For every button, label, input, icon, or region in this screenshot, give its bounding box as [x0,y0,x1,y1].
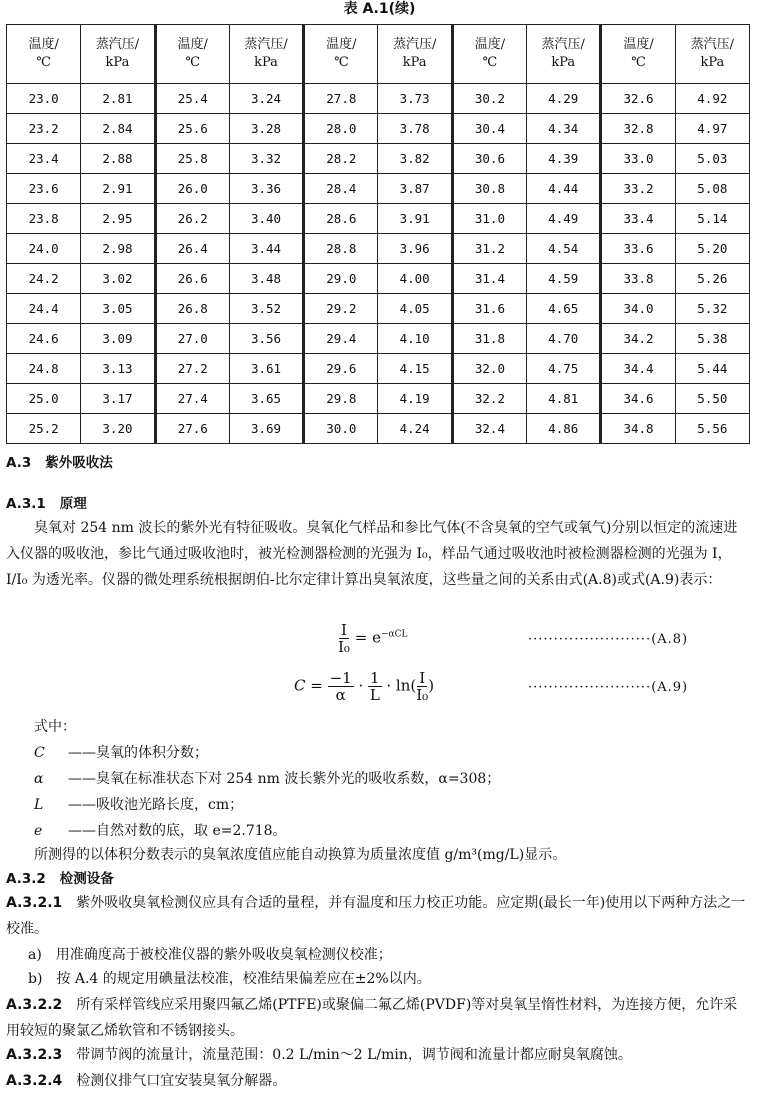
temperature-cell: 32.2 [452,384,526,414]
vapor-pressure-cell: 3.82 [378,144,452,174]
vapor-pressure-cell: 4.75 [527,354,601,384]
table-row [7,294,750,324]
vapor-pressure-cell: 4.10 [378,324,452,354]
vapor-pressure-cell: 4.29 [527,84,601,114]
vapor-pressure-header: 蒸汽压/ kPa [229,25,303,84]
vapor-pressure-cell: 2.88 [81,144,155,174]
vapor-pressure-cell: 2.98 [81,234,155,264]
where-label: 式中： [34,719,76,735]
temperature-header: 温度/ ℃ [155,25,229,84]
temperature-cell: 34.2 [601,324,675,354]
vapor-pressure-cell: 3.87 [378,174,452,204]
temperature-cell: 27.6 [155,414,229,444]
temperature-cell: 25.0 [7,384,81,414]
temperature-cell: 31.8 [452,324,526,354]
vapor-pressure-cell: 4.19 [378,384,452,414]
temperature-cell: 25.2 [7,414,81,444]
vapor-pressure-cell: 4.65 [527,294,601,324]
temperature-cell: 29.6 [304,354,378,384]
vapor-pressure-table [6,24,750,436]
symbol-definition: C ——臭氧的体积分数； [34,745,208,761]
vapor-pressure-cell: 3.40 [229,204,303,234]
vapor-pressure-cell: 3.69 [229,414,303,444]
temperature-cell: 31.0 [452,204,526,234]
vapor-pressure-cell: 3.56 [229,324,303,354]
paragraph-a321: A.3.2.1 紫外吸收臭氧检测仪应具有合适的量程，并有温度和压力校正功能。应定期(最长一年)使用以下两种方法之一校准。 [6,895,746,937]
vapor-pressure-cell: 3.32 [229,144,303,174]
vapor-pressure-cell: 3.09 [81,324,155,354]
temperature-cell: 34.8 [601,414,675,444]
temperature-cell: 30.6 [452,144,526,174]
principle-paragraph: 臭氧对 254 nm 波长的紫外光有特征吸收。臭氧化气样品和参比气体(不含臭氧的空气或氧气)分别以恒定的流速进入仪器的吸收池，参比气通过吸收池时，被光检测器检测的光强为 I₀，样品气通过吸收池时被检测器检测的光强为 I，I/I₀ 为透光率。仪器的微处理系统根据朗伯-比尔定律计算出臭氧浓度，这些量之间的关系由式(A.8)或式(A.9)表示： [6,520,738,588]
temperature-cell: 26.2 [155,204,229,234]
vapor-pressure-cell: 4.54 [527,234,601,264]
temperature-cell: 26.0 [155,174,229,204]
vapor-pressure-cell: 4.49 [527,204,601,234]
table-row [7,354,750,384]
vapor-pressure-cell: 3.78 [378,114,452,144]
temperature-cell: 34.6 [601,384,675,414]
vapor-pressure-cell: 4.15 [378,354,452,384]
table-header-row [7,25,750,84]
temperature-cell: 29.2 [304,294,378,324]
vapor-pressure-cell: 2.81 [81,84,155,114]
vapor-pressure-cell: 3.96 [378,234,452,264]
vapor-pressure-cell: 3.44 [229,234,303,264]
temperature-cell: 33.0 [601,144,675,174]
symbol-definition: α ——臭氧在标准状态下对 254 nm 波长紫外光的吸收系数，α=308； [34,771,501,787]
equation-a8: $\frac{I}{\text{I₀}}$ = $e^{-\alpha CL}$ [338,621,408,656]
vapor-pressure-cell: 4.00 [378,264,452,294]
temperature-cell: 27.8 [304,84,378,114]
table-row [7,114,750,144]
table-row [7,144,750,174]
vapor-pressure-cell: 5.14 [675,204,749,234]
temperature-cell: 23.8 [7,204,81,234]
temperature-cell: 26.4 [155,234,229,264]
vapor-pressure-cell: 5.44 [675,354,749,384]
vapor-pressure-cell: 3.05 [81,294,155,324]
section-a32-heading: A.3.2 检测设备 [6,871,114,887]
vapor-pressure-cell: 4.05 [378,294,452,324]
section-a31-heading: A.3.1 原理 [6,496,87,512]
temperature-cell: 28.4 [304,174,378,204]
display-conversion-text: 所测得的以体积分数表示的臭氧浓度值应能自动换算为质量浓度值 g/m³(mg/L)显示。 [34,847,567,863]
temperature-cell: 27.0 [155,324,229,354]
temperature-cell: 31.4 [452,264,526,294]
temperature-header: 温度/ ℃ [7,25,81,84]
table-row [7,384,750,414]
temperature-cell: 24.4 [7,294,81,324]
vapor-pressure-cell: 3.52 [229,294,303,324]
temperature-header: 温度/ ℃ [304,25,378,84]
temperature-cell: 24.2 [7,264,81,294]
vapor-pressure-cell: 5.38 [675,324,749,354]
table-row [7,174,750,204]
vapor-pressure-cell: 4.59 [527,264,601,294]
section-a3-heading: A.3 紫外吸收法 [6,455,113,471]
temperature-cell: 31.2 [452,234,526,264]
temperature-cell: 32.6 [601,84,675,114]
vapor-pressure-header: 蒸汽压/ kPa [378,25,452,84]
temperature-cell: 23.4 [7,144,81,174]
table-caption: 表 A.1(续) [343,1,416,17]
vapor-pressure-cell: 3.13 [81,354,155,384]
equation-a9-number: ························(A.9) [528,680,689,695]
vapor-pressure-cell: 4.70 [527,324,601,354]
table-row [7,414,750,444]
vapor-pressure-cell: 2.91 [81,174,155,204]
vapor-pressure-cell: 4.97 [675,114,749,144]
vapor-pressure-header: 蒸汽压/ kPa [527,25,601,84]
temperature-cell: 25.4 [155,84,229,114]
vapor-pressure-header: 蒸汽压/ kPa [675,25,749,84]
equation-a9: C = $\frac{-1}{\alpha}$ · $\frac{1}{L}$ · ln( $\frac{I}{\text{I₀}}$ ) [294,669,435,704]
temperature-cell: 25.6 [155,114,229,144]
temperature-cell: 24.0 [7,234,81,264]
temperature-cell: 28.6 [304,204,378,234]
list-item-a: a) 用准确度高于被校准仪器的紫外吸收臭氧检测仪校准； [28,947,392,963]
temperature-cell: 31.6 [452,294,526,324]
table-row [7,204,750,234]
vapor-pressure-cell: 5.20 [675,234,749,264]
temperature-cell: 25.8 [155,144,229,174]
temperature-cell: 33.6 [601,234,675,264]
temperature-cell: 26.8 [155,294,229,324]
temperature-cell: 27.4 [155,384,229,414]
temperature-cell: 30.8 [452,174,526,204]
vapor-pressure-cell: 3.91 [378,204,452,234]
paragraph-a323: A.3.2.3 带调节阀的流量计，流量范围：0.2 L/min～2 L/min，调节阀和流量计都应耐臭氧腐蚀。 [6,1047,632,1063]
temperature-cell: 28.8 [304,234,378,264]
vapor-pressure-cell: 5.26 [675,264,749,294]
equation-a8-number: ························(A.8) [528,632,689,647]
temperature-cell: 24.6 [7,324,81,354]
vapor-pressure-cell: 4.24 [378,414,452,444]
temperature-cell: 24.8 [7,354,81,384]
table-row [7,84,750,114]
vapor-pressure-cell: 2.95 [81,204,155,234]
vapor-pressure-cell: 3.20 [81,414,155,444]
temperature-cell: 30.2 [452,84,526,114]
vapor-pressure-cell: 3.36 [229,174,303,204]
paragraph-a322: A.3.2.2 所有采样管线应采用聚四氟乙烯(PTFE)或聚偏二氟乙烯(PVDF)等对臭氧呈惰性材料，为连接方便，允许采用较短的聚氯乙烯软管和不锈钢接头。 [6,997,738,1039]
list-item-b: b) 按 A.4 的规定用碘量法校准，校准结果偏差应在±2%以内。 [28,971,431,987]
temperature-cell: 26.6 [155,264,229,294]
vapor-pressure-cell: 3.48 [229,264,303,294]
temperature-cell: 32.0 [452,354,526,384]
temperature-cell: 27.2 [155,354,229,384]
vapor-pressure-cell: 4.86 [527,414,601,444]
temperature-cell: 34.0 [601,294,675,324]
temperature-cell: 29.8 [304,384,378,414]
vapor-pressure-cell: 4.92 [675,84,749,114]
vapor-pressure-cell: 3.73 [378,84,452,114]
temperature-cell: 30.4 [452,114,526,144]
temperature-header: 温度/ ℃ [601,25,675,84]
paragraph-a324: A.3.2.4 检测仪排气口宜安装臭氧分解器。 [6,1073,287,1089]
temperature-cell: 23.6 [7,174,81,204]
vapor-pressure-header: 蒸汽压/ kPa [81,25,155,84]
vapor-pressure-cell: 5.56 [675,414,749,444]
vapor-pressure-cell: 4.44 [527,174,601,204]
vapor-pressure-cell: 4.39 [527,144,601,174]
vapor-pressure-cell: 3.65 [229,384,303,414]
temperature-cell: 28.0 [304,114,378,144]
vapor-pressure-cell: 5.08 [675,174,749,204]
temperature-cell: 28.2 [304,144,378,174]
vapor-pressure-cell: 3.24 [229,84,303,114]
temperature-header: 温度/ ℃ [452,25,526,84]
temperature-cell: 33.4 [601,204,675,234]
vapor-pressure-cell: 3.28 [229,114,303,144]
temperature-cell: 30.0 [304,414,378,444]
vapor-pressure-cell: 5.03 [675,144,749,174]
temperature-cell: 33.2 [601,174,675,204]
temperature-cell: 32.8 [601,114,675,144]
temperature-cell: 34.4 [601,354,675,384]
table-body [7,84,750,444]
vapor-pressure-cell: 4.81 [527,384,601,414]
symbol-definition: e ——自然对数的底，取 e=2.718。 [34,823,287,839]
vapor-pressure-cell: 5.50 [675,384,749,414]
temperature-cell: 23.2 [7,114,81,144]
vapor-pressure-cell: 3.61 [229,354,303,384]
temperature-cell: 29.4 [304,324,378,354]
vapor-pressure-cell: 5.32 [675,294,749,324]
symbol-definitions [34,714,734,844]
table-row [7,264,750,294]
table-row [7,324,750,354]
temperature-cell: 33.8 [601,264,675,294]
temperature-cell: 32.4 [452,414,526,444]
temperature-cell: 23.0 [7,84,81,114]
temperature-cell: 29.0 [304,264,378,294]
vapor-pressure-cell: 3.02 [81,264,155,294]
vapor-pressure-cell: 3.17 [81,384,155,414]
symbol-definition: L ——吸收池光路长度，cm； [34,797,244,813]
vapor-pressure-cell: 4.34 [527,114,601,144]
table-row [7,234,750,264]
vapor-pressure-cell: 2.84 [81,114,155,144]
